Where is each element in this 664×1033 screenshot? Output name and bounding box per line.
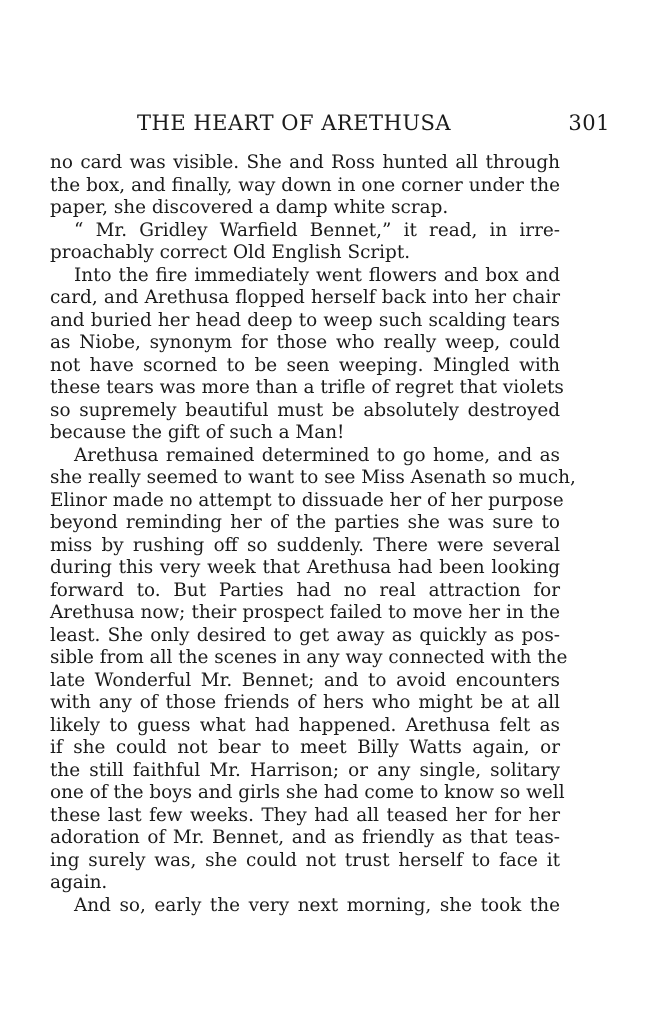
text-line: forward to. But Parties had no real attraction for <box>50 579 560 601</box>
text-line: likely to guess what had happened. Arethusa felt as <box>50 714 560 736</box>
text-line: least. She only desired to get away as quickly as pos- <box>50 624 560 646</box>
text-line: she really seemed to want to see Miss Asenath so much, <box>50 467 576 488</box>
text-line: with any of those friends of hers who might be at all <box>50 692 560 713</box>
text-line: “ Mr. Gridley Warfield Bennet,” it read, in irre- <box>74 219 560 241</box>
text-line: Elinor made no attempt to dissuade her of her purpose <box>50 489 564 511</box>
text-line: the still faithful Mr. Harrison; or any single, solitary <box>50 759 560 781</box>
text-line: ing surely was, she could not trust herself to face it <box>50 849 560 871</box>
text-line: these last few weeks. They had all teased her for her <box>50 804 560 826</box>
text-line: these tears was more than a trifle of regret that violets <box>50 377 564 398</box>
text-line: sible from all the scenes in any way connected with the <box>50 647 568 668</box>
running-title: THE HEART OF ARETHUSA <box>137 111 452 135</box>
text-line: Arethusa now; their prospect failed to move her in the <box>50 602 560 623</box>
text-line: Arethusa remained determined to go home, and as <box>74 444 560 466</box>
body-text <box>50 152 576 917</box>
page-number: 301 <box>568 111 610 135</box>
text-line: paper, she discovered a damp white scrap. <box>50 197 449 218</box>
text-line: during this very week that Arethusa had been looking <box>50 557 560 578</box>
text-line: and buried her head deep to weep such scalding tears <box>50 309 560 331</box>
text-line: Into the fire immediately went flowers and box and <box>74 264 560 286</box>
text-line: not have scorned to be seen weeping. Mingled with <box>50 354 560 376</box>
text-line: late Wonderful Mr. Bennet; and to avoid encounters <box>50 669 560 691</box>
text-line: so supremely beautiful must be absolutely destroyed <box>50 399 560 421</box>
text-line: because the gift of such a Man! <box>50 422 345 443</box>
text-line: one of the boys and girls she had come to know so well <box>50 782 565 803</box>
text-line: again. <box>50 872 108 893</box>
text-line: the box, and finally, way down in one corner under the <box>50 174 560 196</box>
text-line: as Niobe, synonym for those who really weep, could <box>50 332 560 353</box>
text-line: if she could not bear to meet Billy Watts again, or <box>50 737 560 758</box>
running-header <box>50 111 610 139</box>
text-line: beyond reminding her of the parties she was sure to <box>50 512 560 533</box>
text-line: miss by rushing off so suddenly. There were several <box>50 534 560 556</box>
text-line: And so, early the very next morning, she took the <box>74 894 560 916</box>
text-line: proachably correct Old English Script. <box>50 242 411 263</box>
text-line: card, and Arethusa flopped herself back into her chair <box>50 287 560 308</box>
text-line: no card was visible. She and Ross hunted all through <box>50 152 560 173</box>
text-line: adoration of Mr. Bennet, and as friendly as that teas- <box>50 827 560 848</box>
